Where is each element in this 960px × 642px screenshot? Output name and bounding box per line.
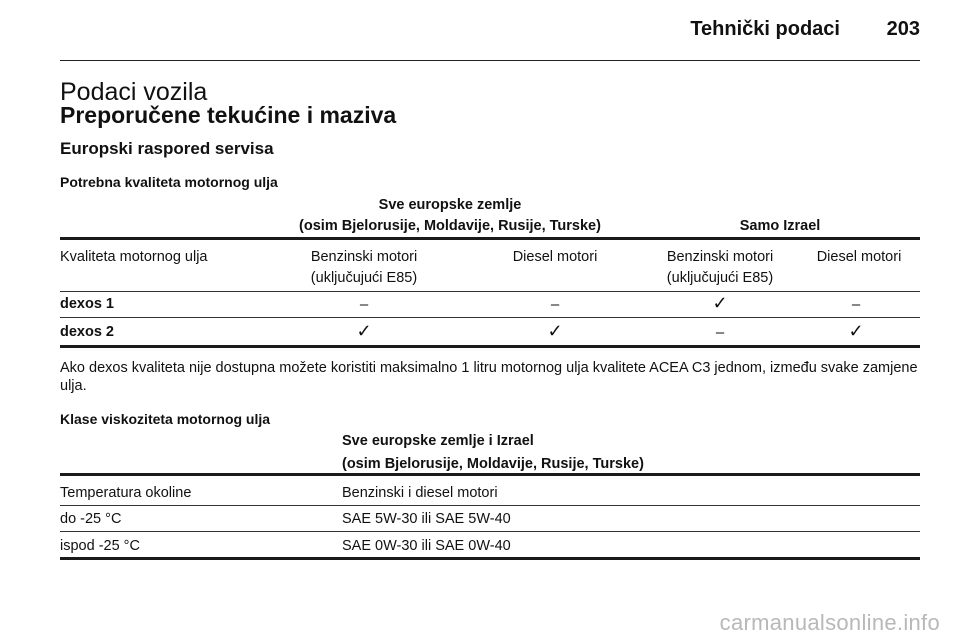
table2-divider — [60, 531, 920, 532]
row-grade: SAE 0W-30 ili SAE 0W-40 — [342, 538, 511, 554]
page-number: 203 — [886, 18, 920, 40]
europe-group-header-line1: Sve europske zemlje — [378, 197, 522, 213]
col-header-europe-petrol: Benzinski motori — [310, 249, 418, 265]
row-temperature: ispod -25 °C — [60, 538, 140, 554]
col-header-israel-diesel: Diesel motori — [816, 249, 902, 265]
service-schedule-heading: Europski raspored servisa — [60, 139, 274, 158]
subsection-title: Preporučene tekućine i maziva — [60, 102, 397, 128]
dexos-note: Ako dexos kvaliteta nije dostupna možete koristiti maksimalno 1 litru motornog ulja kvalitete ACEA C3 jednom, između svake zamjene ulja. — [60, 360, 918, 394]
check-icon: ✓ — [547, 321, 563, 341]
table2-group-header-line1: Sve europske zemlje i Izrael — [342, 433, 534, 449]
viscosity-heading: Klase viskoziteta motornog ulja — [60, 411, 271, 427]
col-header-quality: Kvaliteta motornog ulja — [60, 249, 208, 265]
row-label-dexos1: dexos 1 — [60, 296, 114, 312]
israel-group-header: Samo Izrael — [739, 218, 821, 234]
check-icon: ✓ — [848, 321, 864, 341]
europe-group-header-line2: (osim Bjelorusije, Moldavije, Rusije, Turske) — [299, 218, 601, 234]
table1-divider — [60, 317, 920, 318]
col-header-europe-diesel: Diesel motori — [512, 249, 598, 265]
dash-icon: – — [359, 296, 369, 313]
check-icon: ✓ — [356, 321, 372, 341]
running-header-title: Tehnički podaci — [690, 18, 840, 40]
section-title: Podaci vozila — [60, 78, 208, 106]
table2-divider — [60, 505, 920, 506]
dash-icon: – — [715, 324, 725, 341]
table2-group-header-line2: (osim Bjelorusije, Moldavije, Rusije, Turske) — [342, 456, 644, 472]
header-divider — [60, 60, 920, 61]
col-header-temperature: Temperatura okoline — [60, 485, 192, 501]
row-temperature: do -25 °C — [60, 511, 122, 527]
col-header-engines: Benzinski i diesel motori — [342, 485, 498, 501]
table1-header-rule — [60, 237, 920, 240]
dash-icon: – — [851, 296, 861, 313]
dash-icon: – — [550, 296, 560, 313]
row-label-dexos2: dexos 2 — [60, 324, 114, 340]
table1-bottom-rule — [60, 345, 920, 348]
row-grade: SAE 5W-30 ili SAE 5W-40 — [342, 511, 511, 527]
table2-header-rule — [60, 473, 920, 476]
check-icon: ✓ — [712, 293, 728, 313]
oil-quality-heading: Potrebna kvaliteta motornog ulja — [60, 174, 278, 190]
col-header-israel-petrol: Benzinski motori — [666, 249, 774, 265]
watermark: carmanualsonline.info — [719, 610, 940, 635]
table1-divider — [60, 291, 920, 292]
table2-bottom-rule — [60, 557, 920, 560]
col-header-europe-petrol-note: (uključujući E85) — [310, 270, 418, 286]
col-header-israel-petrol-note: (uključujući E85) — [666, 270, 774, 286]
